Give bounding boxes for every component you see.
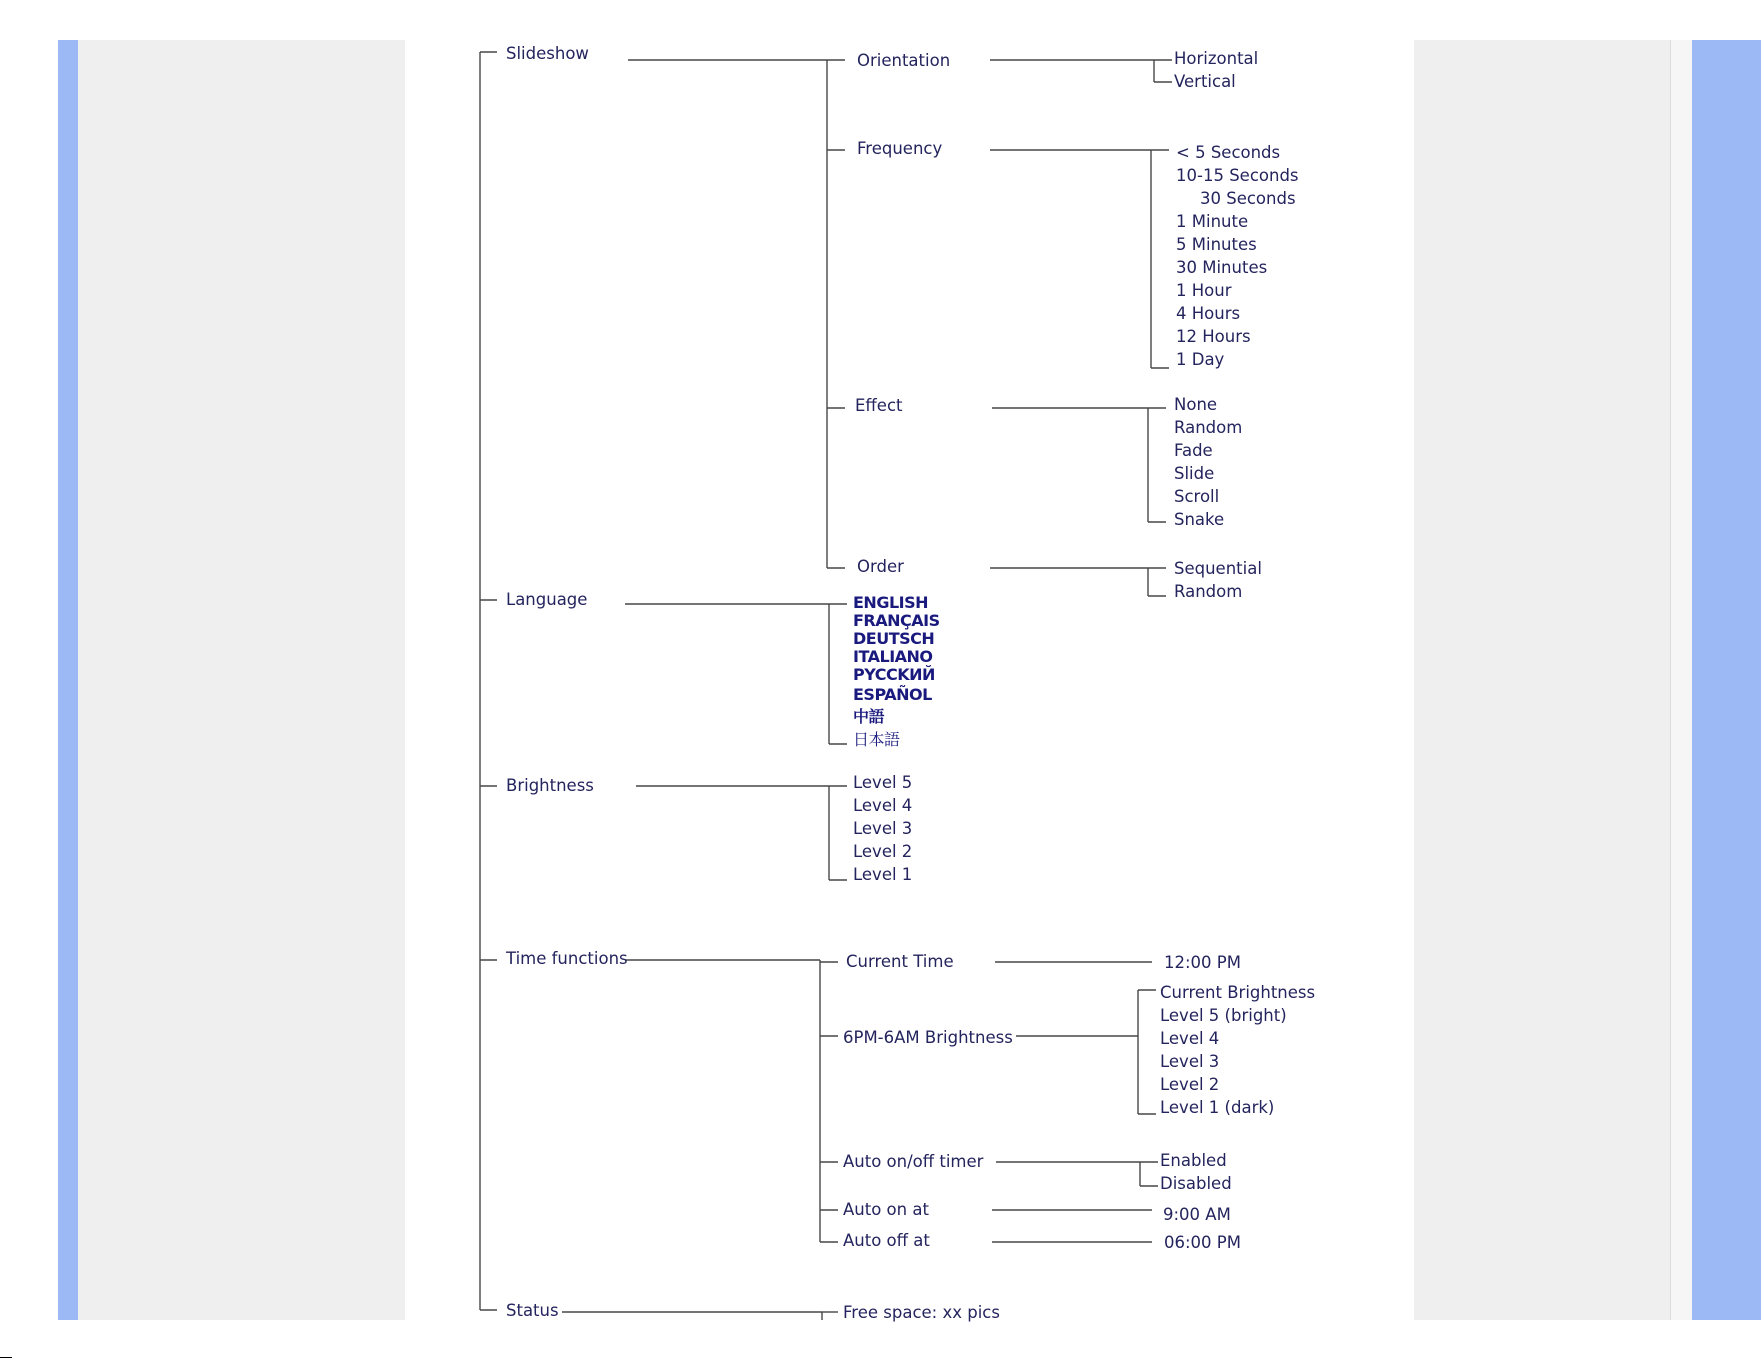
submenu-night-brightness: 6PM-6AM Brightness [843, 1028, 1013, 1047]
value-auto-off: 06:00 PM [1164, 1233, 1241, 1252]
option-frequency: 1 Hour [1176, 281, 1232, 300]
submenu-current-time: Current Time [846, 952, 954, 971]
option-effect: Slide [1174, 464, 1215, 483]
option-frequency: < 5 Seconds [1176, 143, 1281, 162]
option-language: ESPAÑOL [853, 685, 932, 704]
option-frequency: 12 Hours [1176, 327, 1251, 346]
option-language: 日本語 [853, 730, 900, 749]
option-brightness: Level 4 [853, 796, 913, 815]
menu-time-functions: Time functions [506, 949, 628, 968]
option-effect: Random [1174, 418, 1243, 437]
option-frequency: 1 Day [1176, 350, 1225, 369]
option-frequency: 10-15 Seconds [1176, 166, 1299, 185]
option-brightness: Level 2 [853, 842, 913, 861]
option-frequency: 1 Minute [1176, 212, 1249, 231]
option-horizontal: Horizontal [1174, 49, 1259, 68]
option-language: ENGLISH [853, 593, 929, 612]
submenu-auto-timer: Auto on/off timer [843, 1152, 984, 1171]
submenu-auto-on: Auto on at [843, 1200, 929, 1219]
value-current-time: 12:00 PM [1164, 953, 1241, 972]
option-enabled: Enabled [1160, 1151, 1227, 1170]
value-auto-on: 9:00 AM [1163, 1205, 1231, 1224]
option-frequency: 30 Minutes [1176, 258, 1268, 277]
submenu-effect: Effect [855, 396, 903, 415]
option-language: DEUTSCH [853, 629, 935, 648]
option-brightness: Level 1 [853, 865, 913, 884]
option-frequency: 30 Seconds [1200, 189, 1296, 208]
submenu-frequency: Frequency [857, 139, 943, 158]
option-brightness: Level 5 [853, 773, 913, 792]
option-language: FRANÇAIS [853, 611, 940, 630]
menu-brightness: Brightness [506, 776, 594, 795]
option-language: ITALIANO [853, 647, 933, 666]
option-night-brightness: Level 5 (bright) [1160, 1006, 1287, 1025]
option-night-brightness: Current Brightness [1160, 983, 1316, 1002]
option-language: 中語 [853, 707, 885, 726]
submenu-orientation: Orientation [857, 51, 951, 70]
option-effect: Snake [1174, 510, 1225, 529]
option-night-brightness: Level 2 [1160, 1075, 1220, 1094]
value-free-space: Free space: xx pics [843, 1303, 1000, 1322]
option-night-brightness: Level 4 [1160, 1029, 1220, 1048]
submenu-auto-off: Auto off at [843, 1231, 930, 1250]
option-vertical: Vertical [1174, 72, 1236, 91]
submenu-order: Order [857, 557, 904, 576]
option-order-random: Random [1174, 582, 1243, 601]
option-night-brightness: Level 1 (dark) [1160, 1098, 1275, 1117]
option-language: PYCCKИЙ [853, 665, 935, 684]
option-night-brightness: Level 3 [1160, 1052, 1220, 1071]
option-brightness: Level 3 [853, 819, 913, 838]
menu-status: Status [506, 1301, 559, 1320]
option-frequency: 5 Minutes [1176, 235, 1257, 254]
option-frequency: 4 Hours [1176, 304, 1241, 323]
option-effect: Scroll [1174, 487, 1220, 506]
menu-language: Language [506, 590, 588, 609]
option-effect: None [1174, 395, 1218, 414]
option-effect: Fade [1174, 441, 1213, 460]
menu-slideshow: Slideshow [506, 44, 589, 63]
option-sequential: Sequential [1174, 559, 1262, 578]
option-disabled: Disabled [1160, 1174, 1232, 1193]
